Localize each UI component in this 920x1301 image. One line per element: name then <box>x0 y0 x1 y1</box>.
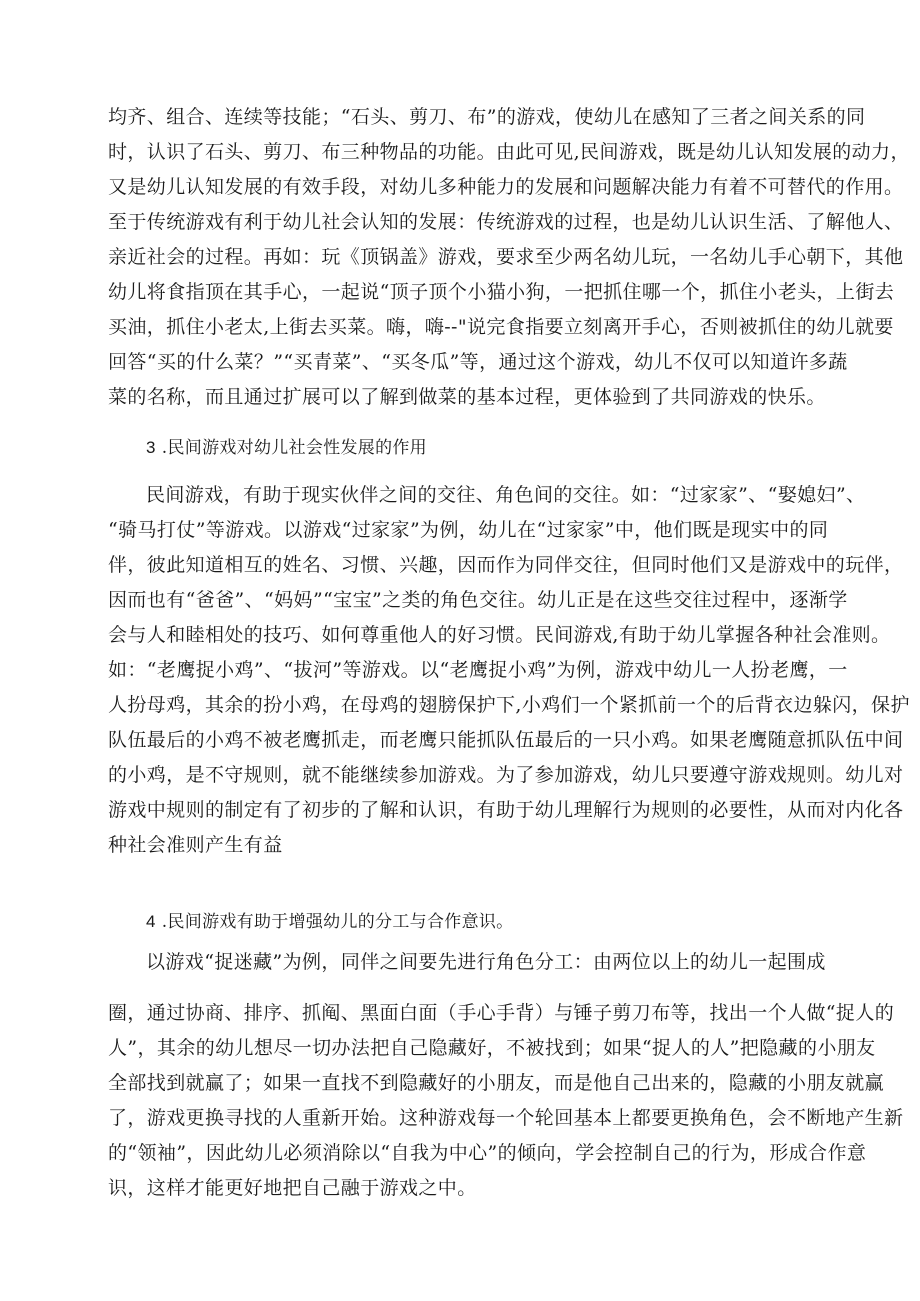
paragraph-line: 的小鸡，是不守规则，就不能继续参加游戏。为了参加游戏，幼儿只要遵守游戏规则。幼儿对 <box>108 764 904 786</box>
paragraph-line: 均齐、组合、连续等技能；“石头、剪刀、布”的游戏，使幼儿在感知了三者之间关系的同 <box>108 106 866 128</box>
paragraph-line: 识，这样才能更好地把自己融于游戏之中。 <box>108 1177 477 1199</box>
paragraph-line: 如：“老鹰捉小鸡”、“拔河”等游戏。以“老鹰捉小鸡”为例，游戏中幼儿一人扮老鹰，一 <box>108 659 848 681</box>
paragraph-line: 会与人和睦相处的技巧、如何尊重他人的好习惯。民间游戏,有助于幼儿掌握各种社会准则。 <box>108 624 891 646</box>
paragraph-line: 队伍最后的小鸡不被老鹰抓走，而老鹰只能抓队伍最后的一只小鸡。如果老鹰随意抓队伍中间 <box>108 729 904 751</box>
paragraph-line: 又是幼儿认知发展的有效手段，对幼儿多种能力的发展和问题解决能力有着不可替代的作用。 <box>108 176 904 198</box>
section-heading-4 <box>146 907 513 937</box>
paragraph-line: 圈，通过协商、排序、抓阄、黑面白面（手心手背）与锤子剪刀布等，找出一个人做“捉人的 <box>108 1002 895 1024</box>
paragraph-cooperation <box>108 996 904 1206</box>
paragraph-first-line: 民间游戏，有助于现实伙伴之间的交往、角色间的交往。如：“过家家”、“娶媳妇”、 <box>146 484 866 506</box>
paragraph-line: 回答“买的什么菜？”“买青菜”、“买冬瓜”等，通过这个游戏，幼儿不仅可以知道许多蔬 <box>108 351 848 373</box>
paragraph-line: 时，认识了石头、剪刀、布三种物品的功能。由此可见,民间游戏，既是幼儿认知发展的动力， <box>108 141 910 163</box>
paragraph-line: 因而也有“爸爸”、“妈妈”“宝宝”之类的角色交往。幼儿正是在这些交往过程中，逐渐学 <box>108 589 848 611</box>
paragraph-line: 买油，抓住小老太,上街去买菜。嗨，嗨--"说完食指要立刻离开手心，否则被抓住的幼儿就要 <box>108 316 894 338</box>
paragraph-line: 了，游戏更换寻找的人重新开始。这种游戏每一个轮回基本上都要更换角色，会不断地产生新 <box>108 1107 904 1129</box>
paragraph-line: 幼儿将食指顶在其手心，一起说“顶子顶个小猫小狗，一把抓住哪一个，抓住小老头，上街去 <box>108 281 895 303</box>
paragraph-line: 人”，其余的幼儿想尽一切办法把自己隐藏好，不被找到；如果“捉人的人”把隐藏的小朋友 <box>108 1037 876 1059</box>
paragraph-line: 菜的名称，而且通过扩展可以了解到做菜的基本过程，更体验到了共同游戏的快乐。 <box>108 386 826 408</box>
paragraph-first-line: 以游戏“捉迷藏”为例，同伴之间要先进行角色分工：由两位以上的幼儿一起围成 <box>146 951 826 973</box>
section-number: 4 <box>146 912 156 931</box>
paragraph-line: 的“领袖”，因此幼儿必须消除以“自我为中心”的倾向，学会控制自己的行为，形成合作意 <box>108 1142 867 1164</box>
section-title: .民间游戏对幼儿社会性发展的作用 <box>161 438 427 458</box>
section-title: .民间游戏有助于增强幼儿的分工与合作意识。 <box>161 912 514 932</box>
paragraph-line: 亲近社会的过程。再如：玩《顶锅盖》游戏，要求至少两名幼儿玩，一名幼儿手心朝下，其他 <box>108 246 904 268</box>
paragraph-line: 人扮母鸡，其余的扮小鸡，在母鸡的翅膀保护下,小鸡们一个紧抓前一个的后背衣边躲闪，保护 <box>108 694 910 716</box>
paragraph-line: “骑马打仗”等游戏。以游戏“过家家”为例，幼儿在“过家家”中，他们既是现实中的同 <box>108 519 829 541</box>
section-heading-3 <box>146 433 427 463</box>
paragraph-line: 至于传统游戏有利于幼儿社会认知的发展：传统游戏的过程，也是幼儿认识生活、了解他人、 <box>108 211 904 233</box>
paragraph-line: 全部找到就赢了；如果一直找不到隐藏好的小朋友，而是他自己出来的，隐藏的小朋友就赢 <box>108 1072 885 1094</box>
section-number: 3 <box>146 438 156 457</box>
paragraph-line: 种社会准则产生有益 <box>108 834 283 856</box>
paragraph-cognitive-development <box>108 100 910 415</box>
paragraph-line: 伴，彼此知道相互的姓名、习惯、兴趣，因而作为同伴交往，但同时他们又是游戏中的玩伴， <box>108 554 904 576</box>
paragraph-social-development <box>108 513 910 863</box>
paragraph-line: 游戏中规则的制定有了初步的了解和认识，有助于幼儿理解行为规则的必要性，从而对内化各 <box>108 799 904 821</box>
